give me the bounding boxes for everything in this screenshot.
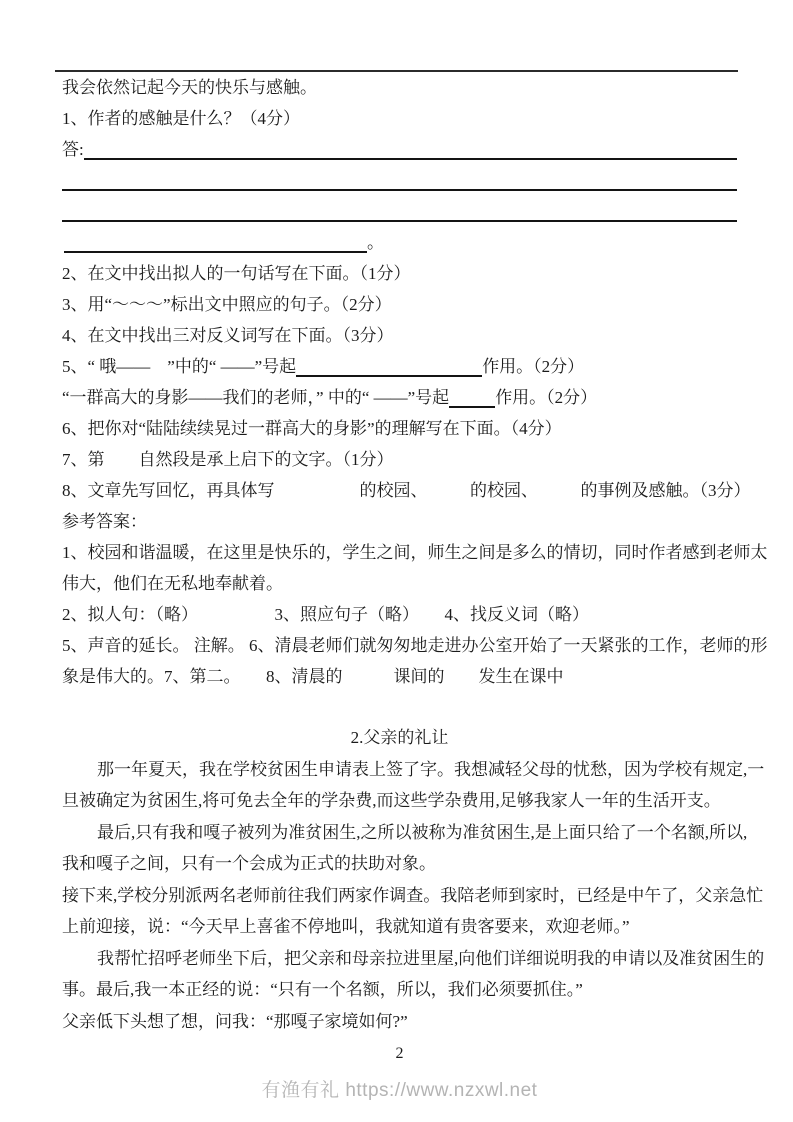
question-5-text: 5、“ 哦—— ”中的“ ——”号起 xyxy=(62,357,297,376)
answer-blank-line-partial xyxy=(62,227,737,258)
answer-blank-line xyxy=(62,196,737,227)
reference-answer-text: 5、声音的延长。 注解。 6、清晨老师们就匆匆地走进办公室开始了一天紧张的工作，老师的形 xyxy=(62,636,768,655)
answer-prefix: 答: xyxy=(62,140,84,159)
answer-blank xyxy=(449,406,495,408)
answer-blank xyxy=(62,220,737,222)
passage-line xyxy=(62,817,748,849)
passage-line xyxy=(62,1006,737,1038)
answer-blank xyxy=(64,251,367,253)
question-3-text: 3、用“～～～”标出文中照应的句子。（2分） xyxy=(62,295,392,314)
question-2-text: 2、在文中找出拟人的一句话写在下面。（1分） xyxy=(62,264,411,283)
passage-line xyxy=(62,848,737,880)
passage-line-text: 最后,只有我和嘎子被列为准贫困生,之所以被称为准贫困生,是上面只给了一个名额,所以, xyxy=(97,822,748,842)
question-1 xyxy=(62,103,737,134)
period-text: 。 xyxy=(367,233,384,252)
answer-line xyxy=(62,134,737,165)
question-8-text: 8、文章先写回忆，再具体写 的校园、 的校园、 的事例及感触。（3分） xyxy=(62,481,751,500)
passage-line xyxy=(62,754,765,786)
question-7 xyxy=(62,444,737,475)
watermark-text: 有渔有礼 https://www.nzxwl.net xyxy=(261,1079,538,1101)
answer-blank xyxy=(62,189,737,191)
passage-line-text: 旦被确定为贫困生,将可免去全年的学杂费,而这些学杂费用,足够我家人一年的生活开支。 xyxy=(62,791,721,810)
question-6-text: 6、把你对“陆陆续续晃过一群高大的身影”的理解写在下面。（4分） xyxy=(62,419,562,438)
answer-blank xyxy=(296,375,482,377)
question-5 xyxy=(62,351,737,382)
reference-answers-heading xyxy=(62,506,737,537)
reference-answer-text: 伟大，他们在无私地奉献着。 xyxy=(62,574,283,593)
passage-line-text: 接下来,学校分别派两名老师前往我们两家作调查。我陪老师到家时，已经是中午了，父亲急忙 xyxy=(62,885,764,905)
watermark xyxy=(62,1075,737,1105)
passage-closing-text: 我会依然记起今天的快乐与感触。 xyxy=(62,78,317,97)
passage-line xyxy=(62,911,737,943)
passage-line-text: 我和嘎子之间，只有一个会成为正式的扶助对象。 xyxy=(62,854,436,873)
reference-answer-line xyxy=(62,568,737,599)
answer-blank-line xyxy=(62,165,737,196)
question-4 xyxy=(62,320,737,351)
passage-line-text: 那一年夏天，我在学校贫困生申请表上签了字。我想减轻父母的忧愁，因为学校有规定,一 xyxy=(97,759,765,779)
passage-line-text: 上前迎接，说：“今天早上喜雀不停地叫，我就知道有贵客要来，欢迎老师。” xyxy=(62,917,630,936)
passage-line xyxy=(62,943,765,975)
passage-line-text: 我帮忙招呼老师坐下后，把父亲和母亲拉进里屋,向他们详细说明我的申请以及准贫困生的 xyxy=(97,948,765,968)
question-3 xyxy=(62,289,737,320)
reference-answer-line xyxy=(62,630,768,661)
passage-closing-line xyxy=(62,72,737,103)
passage-2-title-text: 2.父亲的礼让 xyxy=(350,728,449,747)
page-number-text: 2 xyxy=(395,1044,404,1062)
question-7-text: 7、第 自然段是承上启下的文字。（1分） xyxy=(62,450,394,469)
reference-answer-text: 2、拟人句：（略） 3、照应句子（略） 4、找反义词（略） xyxy=(62,605,589,624)
passage-2-title xyxy=(62,722,737,754)
passage-line xyxy=(62,785,737,817)
reference-answer-text: 1、校园和谐温暖，在这里是快乐的，学生之间，师生之间是多么的情切，同时作者感到老师太 xyxy=(62,543,768,562)
question-5b-text: “一群高大的身影——我们的老师，” 中的“ ——”号起 xyxy=(62,388,450,407)
question-2 xyxy=(62,258,737,289)
reference-answer-line xyxy=(62,661,737,692)
passage-line-text: 事。最后,我一本正经的说：“只有一个名额，所以，我们必须要抓住。” xyxy=(62,980,583,999)
question-1-text: 1、作者的感触是什么？（4分） xyxy=(62,109,300,128)
answer-blank xyxy=(84,158,737,160)
question-5-suffix: 作用。（2分） xyxy=(482,357,585,376)
question-6 xyxy=(62,413,737,444)
question-4-text: 4、在文中找出三对反义词写在下面。（3分） xyxy=(62,326,394,345)
passage-2-section xyxy=(62,722,765,1037)
passage-line xyxy=(62,974,737,1006)
reference-answer-line xyxy=(62,599,737,630)
question-5b xyxy=(62,382,737,413)
reference-answer-line xyxy=(62,537,768,568)
question-8 xyxy=(62,475,751,506)
passage-line xyxy=(62,880,764,912)
reference-answers-heading-text: 参考答案： xyxy=(62,512,147,531)
passage-line-text: 父亲低下头想了想，问我：“那嘎子家境如何?” xyxy=(62,1011,408,1031)
question-5b-suffix: 作用。（2分） xyxy=(495,388,598,407)
page-number xyxy=(62,1039,737,1067)
reference-answer-text: 象是伟大的。7、第二。 8、清晨的 课间的 发生在课中 xyxy=(62,667,564,686)
